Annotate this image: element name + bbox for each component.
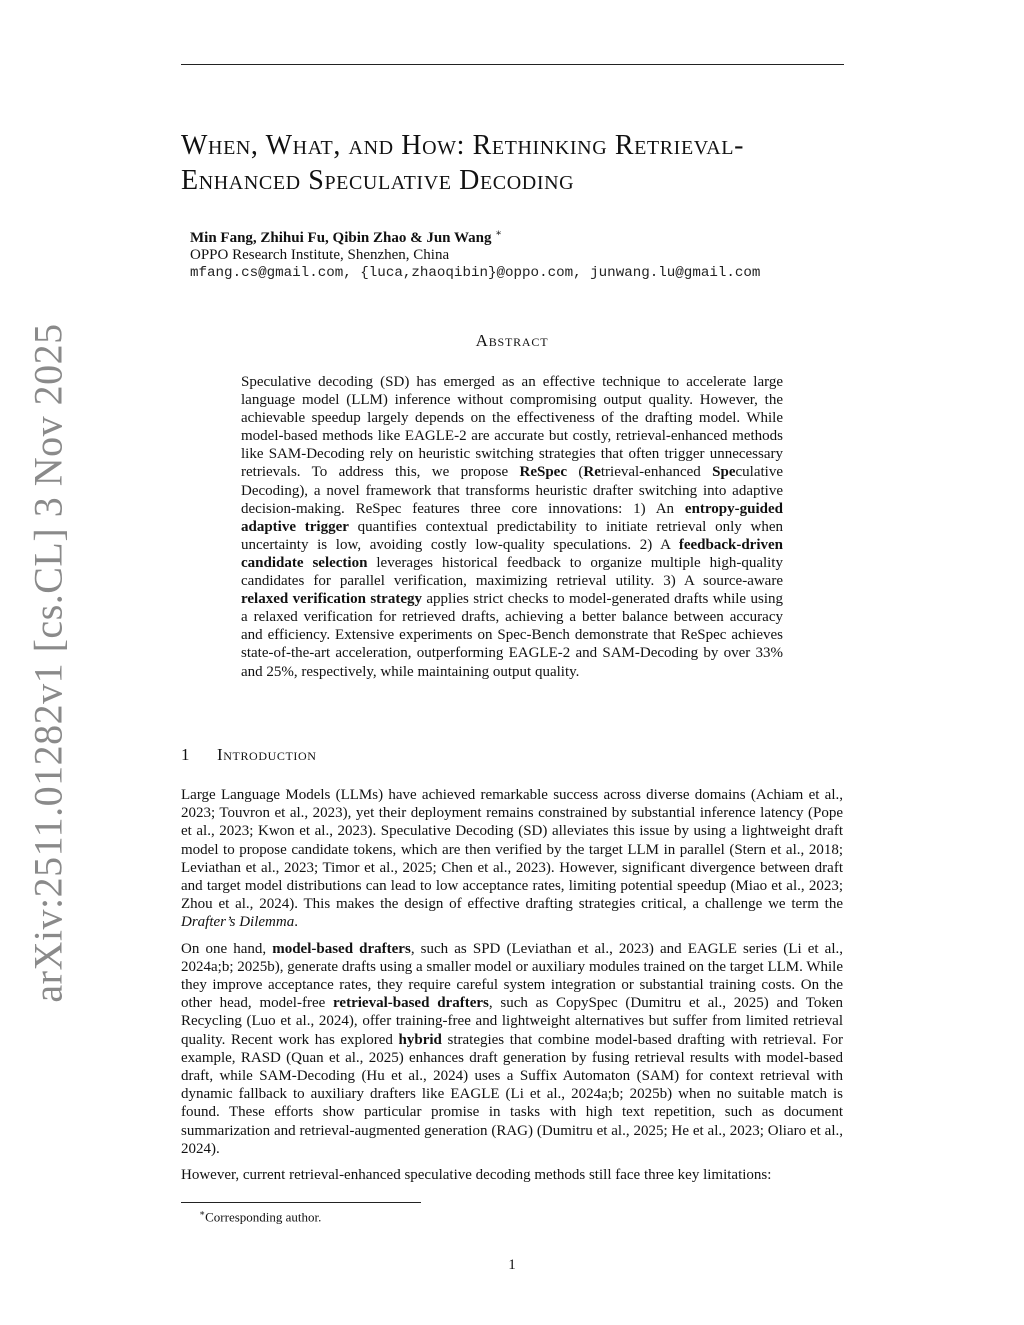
abstract-respec: ReSpec xyxy=(519,464,567,481)
abstract-spe: Spe xyxy=(712,464,736,481)
author-names xyxy=(190,228,502,247)
intro-paragraph-1 xyxy=(181,786,843,932)
abstract-text-6: leverages historical feedback to organize multiple high-quality candidates for parallel verification, maximizing retrieval utility. 3) A source-aware xyxy=(241,554,783,590)
abstract-heading: Abstract xyxy=(475,331,549,350)
intro-p1-end: . xyxy=(294,914,298,931)
intro-p2-text-b: , such as SPD (Leviathan et al., 2023) and EAGLE series (Li et al., 2024a;b; 2025b), generate drafts using a smaller model or auxiliary modules trained on the target LLM. While they improve acceptance rates, they require careful system integration or substantial training costs. On the other head, model-free xyxy=(181,940,843,1012)
abstract-bold-selection: feedback-driven candidate selection xyxy=(241,536,783,571)
intro-p1-emphasis: Drafter’s Dilemma xyxy=(181,914,295,931)
arxiv-identifier: arXiv:2511.01282v1 [cs.CL] 3 Nov 2025 xyxy=(25,323,71,1003)
footnote xyxy=(199,1208,321,1225)
title-line-2: Enhanced Speculative Decoding xyxy=(181,165,575,196)
footnote-rule xyxy=(181,1202,421,1203)
section-title: Introduction xyxy=(217,745,317,764)
footnote-marker: ∗ xyxy=(199,1208,206,1218)
author-list: Min Fang, Zhihui Fu, Qibin Zhao & Jun Wang xyxy=(190,230,492,246)
author-emails: mfang.cs@gmail.com, {luca,zhaoqibin}@oppo.com, junwang.lu@gmail.com xyxy=(190,265,761,281)
title-line-1: When, What, and How: Rethinking Retrieval- xyxy=(181,130,745,161)
abstract-body xyxy=(241,373,783,681)
abstract-text-7: applies strict checks to model-generated drafts while using a relaxed verification for retrieved drafts, achieving a better balance between accuracy and efficiency. Extensive experiments on Spec-Bench demonstrate that ReSpec achieves state-of-the-art acceleration, outperforming EAGLE-2 and SAM-Decoding by over 33% and 25%, respectively, while maintaining output quality. xyxy=(241,591,783,680)
intro-p2-bold-model: model-based drafters xyxy=(272,940,411,957)
abstract-bold-trigger: entropy-guided adaptive trigger xyxy=(241,500,783,535)
intro-p2-text-a: On one hand, xyxy=(181,940,273,957)
author-affiliation: OPPO Research Institute, Shenzhen, China xyxy=(190,247,450,263)
corresponding-marker: ∗ xyxy=(495,228,503,239)
abstract-text-3: trieval-enhanced xyxy=(600,464,713,481)
intro-p2-text-d: strategies that combine model-based drafting with retrieval. For example, RASD (Quan et al., 2025) enhances draft generation by fusing retrieval results with model-based draft, while SAM-Decoding (Hu et al., 2024) uses a Suffix Automaton (SAM) for context retrieval with dynamic fallback to auxiliary drafters like EAGLE (Li et al., 2024a;b; 2025b) when no suitable match is found. These efforts show particular promise in tasks with high text repetition, such as document summarization and retrieval-augmented generation (RAG) (Dumitru et al., 2025; He et al., 2023; Oliaro et al., 2024). xyxy=(181,1031,843,1157)
abstract-re: Re xyxy=(583,464,601,481)
abstract-text-5: quantifies contextual predictability to initiate retrieval only when uncertainty is low, avoiding costly low-quality speculations. 2) A xyxy=(241,518,784,553)
intro-paragraph-3: However, current retrieval-enhanced speculative decoding methods still face three key limitations: xyxy=(181,1167,772,1184)
intro-p2-bold-hybrid: hybrid xyxy=(398,1031,442,1048)
section-heading-introduction xyxy=(181,745,317,765)
footnote-text: Corresponding author. xyxy=(205,1209,322,1225)
intro-paragraph-2 xyxy=(181,940,843,1158)
abstract-text-1: Speculative decoding (SD) has emerged as an effective technique to accelerate large language model (LLM) inference without compromising output quality. However, the achievable speedup largely depends on the effectiveness of the drafting model. While model-based methods like EAGLE-2 are accurate but costly, retrieval-enhanced methods like SAM-Decoding rely on heuristic switching strategies that often trigger unnecessary retrievals. To address this, we propose xyxy=(241,374,783,481)
intro-p2-bold-retrieval: retrieval-based drafters xyxy=(333,995,489,1012)
page-number: 1 xyxy=(508,1257,516,1273)
paper-title xyxy=(181,128,861,198)
abstract-bold-verification: relaxed verification strategy xyxy=(241,591,422,608)
intro-p2-text-c: , such as CopySpec (Dumitru et al., 2025) and Token Recycling (Luo et al., 2024), offer training-free and lightweight alternatives but suffer from limited retrieval quality. Recent work has explored xyxy=(181,995,843,1048)
abstract-text-4: culative Decoding), a novel framework that transforms heuristic drafter switching into adaptive decision-making. ReSpec features three core innovations: 1) An xyxy=(241,464,783,517)
introduction-body xyxy=(181,786,843,1192)
intro-p1-text: Large Language Models (LLMs) have achieved remarkable success across diverse domains (Achiam et al., 2023; Touvron et al., 2023), yet their deployment remains constrained by substantial inference latency (Pope et al., 2023; Kwon et al., 2023). Speculative Decoding (SD) alleviates this issue by using a lightweight draft model to propose candidate tokens, which are then verified by the target LLM in parallel (Stern et al., 2018; Leviathan et al., 2023; Timor et al., 2025; Chen et al., 2023). However, significant divergence between draft and target model distributions can lead to low acceptance rates, limiting potential speedup (Miao et al., 2023; Zhou et al., 2024). This makes the design of effective drafting strategies critical, a challenge we term the xyxy=(181,787,843,913)
abstract-text-2: ( xyxy=(566,464,584,481)
section-number: 1 xyxy=(181,745,190,764)
top-rule xyxy=(181,64,844,65)
